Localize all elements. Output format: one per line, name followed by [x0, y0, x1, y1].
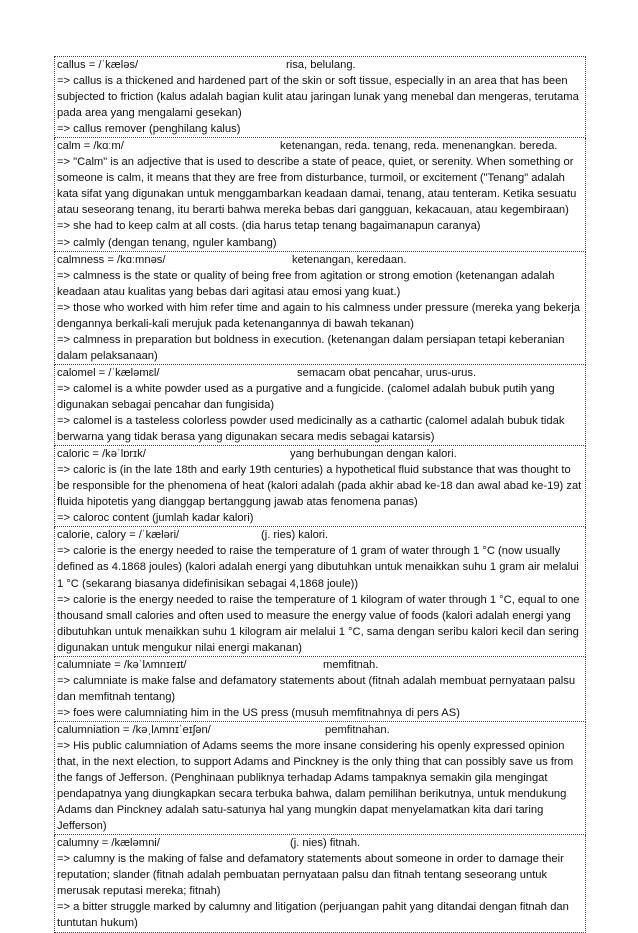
dictionary-entry — [54, 56, 586, 138]
entry-term: calorie, calory = /ˈkæləri/ — [57, 529, 180, 542]
entry-headword-line — [57, 722, 584, 738]
entry-term: calm = /kɑːm/ — [57, 140, 124, 153]
entry-example: => a bitter struggle marked by calumny and litigation (perjuangan pahit yang ditandai dengan fitnah dan tuntutan hukum) — [57, 901, 569, 930]
entry-headword-line — [57, 527, 584, 543]
entry-term: calumniate = /kəˈlʌmnɪeɪt/ — [57, 658, 187, 671]
dictionary-entry — [54, 835, 586, 932]
entry-example: => calmness in preparation but boldness in execution. (ketenangan dalam persiapan tetapi keberanian dalam pelaksanaan) — [57, 333, 565, 362]
dictionary-entry — [54, 722, 586, 835]
entry-example: => she had to keep calm at all costs. (dia harus tetap tenang bagaimanapun caranya) — [57, 220, 481, 233]
entry-example: => caloroc content (jumlah kadar kalori) — [57, 512, 254, 525]
entry-gloss: ketenangan, keredaan. — [292, 253, 407, 266]
entry-definition: => calmness is the state or quality of being free from agitation or strong emotion (ketenangan adalah keadaan atau kualitas yang bebas dari agitasi atau emosi yang kuat.) — [57, 269, 555, 298]
entry-definition: => calumniate is make false and defamatory statements about (fitnah adalah membuat pernyataan palsu dan memfitnah tentang) — [57, 674, 576, 703]
entry-term: calumniation = /kəˌlʌmnɪˈeɪʃən/ — [57, 723, 211, 736]
entry-gloss: ketenangan, reda. tenang, reda. menenangkan. bereda. — [280, 140, 558, 153]
dictionary-entry — [54, 527, 586, 656]
dictionary-document — [54, 56, 586, 933]
entry-headword-line — [57, 657, 584, 673]
entry-example: => those who worked with him refer time and again to his calmness under pressure (mereka yang bekerja dengannya berkali-kali merujuk pada ketenangannya di bawah tekanan) — [57, 301, 580, 330]
entry-headword-line — [57, 446, 584, 462]
dictionary-entry — [54, 657, 586, 722]
entry-definition: => callus is a thickened and hardened part of the skin or soft tissue, especially in an area that has been subjected to friction (kalus adalah bagian kulit atau jaringan lunak yang menebal dan mengeras, terutama pada area yang mengalami gesekan) — [57, 75, 579, 120]
entry-example: => callus remover (penghilang kalus) — [57, 123, 241, 136]
entry-gloss: (j. ries) kalori. — [261, 529, 329, 542]
entry-definition: => "Calm" is an adjective that is used to describe a state of peace, quiet, or serenity. When something or someone is calm, it means that they are free from disturbance, turmoil, or excitement ("Tenang" adalah kata sifat yang digunakan untuk menggambarkan keadaan damai, tenang, atau tenteram. Ketika sesuatu atau seseorang tenang, itu berarti bahwa mereka bebas dari gangguan, kekacauan, atau kegembiraan) — [57, 156, 577, 217]
entry-headword-line — [57, 138, 584, 154]
entry-term: calomel = /ˈkæləmɛl/ — [57, 366, 160, 379]
entry-example: => foes were calumniating him in the US press (musuh memfitnahnya di pers AS) — [57, 706, 460, 719]
entry-headword-line — [57, 57, 584, 73]
entry-gloss: pemfitnahan. — [325, 723, 390, 736]
dictionary-entry — [54, 252, 586, 365]
entry-headword-line — [57, 365, 584, 381]
entry-definition: => caloric is (in the late 18th and early 19th centuries) a hypothetical fluid substance that was thought to be responsible for the phenomena of heat (kalori adalah (pada akhir abad ke-18 dan awal abad ke-19) zat fluida hipotetis yang dianggap bertanggung jawab atas fenomena panas) — [57, 464, 582, 509]
entry-term: callus = /ˈkæləs/ — [57, 59, 139, 71]
entry-gloss: semacam obat pencahar, urus-urus. — [297, 366, 477, 379]
entry-gloss: yang berhubungan dengan kalori. — [290, 448, 457, 461]
entry-gloss: risa, belulang. — [286, 59, 356, 71]
dictionary-entry — [54, 446, 586, 527]
entry-example: => calmly (dengan tenang, nguler kambang) — [57, 236, 277, 249]
entry-headword-line — [57, 252, 584, 268]
entry-headword-line — [57, 835, 584, 851]
dictionary-entry — [54, 138, 586, 251]
dictionary-entry — [54, 365, 586, 446]
entry-gloss: (j. nies) fitnah. — [290, 837, 361, 850]
entry-definition: => calomel is a white powder used as a purgative and a fungicide. (calomel adalah bubuk putih yang digunakan sebagai pencahar dan fungisida) — [57, 382, 555, 411]
entry-gloss: memfitnah. — [323, 658, 379, 671]
entry-definition: => calorie is the energy needed to raise the temperature of 1 kilogram of water through 1 °C, equal to one thousand small calories and often used to measure the energy value of foods (kalori adalah energi yang dibutuhkan untuk menaikkan suhu 1 kilogram air melalui 1 °C, sama dengan seribu kalori kecil dan sering digunakan untuk mengukur nilai energi makanan) — [57, 593, 580, 654]
entry-example: => His public calumniation of Adams seems the more insane considering his openly expressed opinion that, in the next election, to support Adams and Pinckney is the only thing that can possibly save us from the fangs of Jefferson. (Penghinaan publiknya terhadap Adams tampaknya semakin gila mengingat pendapatnya yang diungkapkan secara terbuka bahwa, dalam pemilihan berikutnya, untuk mendukung Adams dan Pinckney adalah satu-satunya hal yang mungkin dapat menyelamatkan kita dari taring Jefferson) — [57, 739, 574, 833]
entry-term: calmness = /kɑːmnəs/ — [57, 253, 166, 266]
entry-term: calumny = /kæləmni/ — [57, 837, 160, 850]
entry-definition: => calomel is a tasteless colorless powder used medicinally as a cathartic (calomel adalah bubuk tidak berwarna yang tidak berasa yang digunakan secara medis sebagai katarsis) — [57, 415, 565, 444]
entry-definition: => calorie is the energy needed to raise the temperature of 1 gram of water through 1 °C (now usually defined as 4.1868 joules) (kalori adalah energi yang dibutuhkan untuk menaikkan suhu 1 gram air melalui 1 °C (sekarang biasanya didefinisikan sebagai 4,1868 joule)) — [57, 545, 579, 590]
entry-term: caloric = /kəˈlɒrɪk/ — [57, 448, 146, 461]
entry-definition: => calumny is the making of false and defamatory statements about someone in order to damage their reputation; slander (fitnah adalah pembuatan pernyataan palsu dan fitnah tentang seseorang untuk merusak reputasi mereka; fitnah) — [57, 853, 564, 898]
